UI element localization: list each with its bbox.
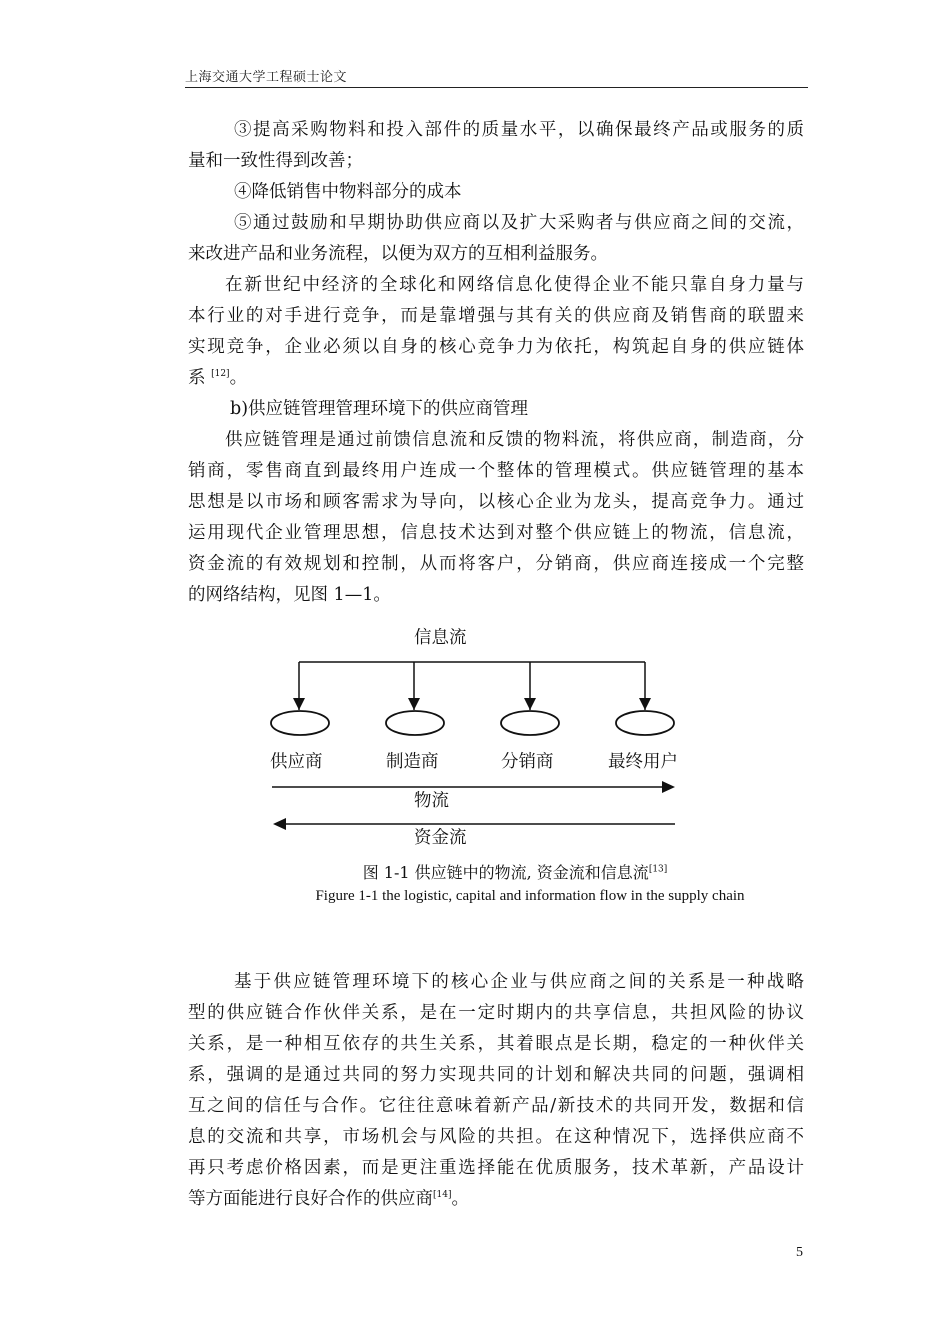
text-line: 供应链管理是通过前馈信息流和反馈的物料流，将供应商，制造商，分 <box>225 430 804 450</box>
text-line: 再只考虑价格因素，而是更注重选择能在优质服务，技术革新，产品设计 <box>188 1158 804 1178</box>
node-supplier-ellipse <box>271 711 329 735</box>
text-line: 基于供应链管理环境下的核心企业与供应商之间的关系是一种战略 <box>234 972 804 992</box>
text-fragment: 系 <box>188 368 206 388</box>
text-line: 关系，是一种相互依存的共生关系，其着眼点是长期，稳定的一种伙伴关 <box>188 1034 804 1054</box>
text-line <box>188 1184 804 1215</box>
text-line: 型的供应链合作伙伴关系，是在一定时期内的共享信息，共担风险的协议 <box>188 1003 804 1023</box>
text-line: 销商，零售商直到最终用户连成一个整体的管理模式。供应链管理的基本 <box>188 461 804 481</box>
info-flow-label: 信息流 <box>414 628 467 648</box>
figure-caption-english: Figure 1-1 the logistic, capital and information flow in the supply chain <box>315 888 745 904</box>
text-line: 量和一致性得到改善； <box>188 151 363 171</box>
node-label-manufacturer: 制造商 <box>386 752 439 772</box>
citation-ref: [13] <box>648 864 668 875</box>
text-fragment: 。 <box>229 368 248 388</box>
text-line: 运用现代企业管理思想，信息技术达到对整个供应链上的物流，信息流， <box>188 523 804 543</box>
text-line: ③提高采购物料和投入部件的质量水平，以确保最终产品或服务的质 <box>234 120 804 140</box>
node-manufacturer-ellipse <box>386 711 444 735</box>
node-label-distributor: 分销商 <box>501 752 554 772</box>
node-distributor-ellipse <box>501 711 559 735</box>
down-arrow-icon <box>293 698 305 710</box>
left-arrow-icon <box>273 818 286 830</box>
text-line: 思想是以市场和顾客需求为导向，以核心企业为龙头，提高竞争力。通过 <box>188 492 804 512</box>
heading-text: b)供应链管理管理环境下的供应商管理 <box>230 399 529 419</box>
citation-ref: [12] <box>211 369 230 380</box>
node-end-user-ellipse <box>616 711 674 735</box>
running-header: 上海交通大学工程硕士论文 <box>185 70 348 85</box>
text-line: ④降低销售中物料部分的成本 <box>234 182 462 202</box>
down-arrow-icon <box>524 698 536 710</box>
page-number: 5 <box>796 1245 803 1260</box>
text-line: 实现竞争，企业必须以自身的核心竞争力为依托，构筑起自身的供应链体 <box>188 337 804 357</box>
text-fragment: 。 <box>451 1189 469 1209</box>
node-label-supplier: 供应商 <box>270 752 323 772</box>
citation-ref: [14] <box>433 1190 452 1201</box>
text-line: 本行业的对手进行竞争，而是靠增强与其有关的供应商及销售商的联盟来 <box>188 306 804 326</box>
caption-text: 图 1-1 供应链中的物流, 资金流和信息流 <box>362 863 649 882</box>
text-line: 息的交流和共享，市场机会与风险的共担。在这种情况下，选择供应商不 <box>188 1127 804 1147</box>
paragraph-partnership <box>188 967 804 1215</box>
material-flow-label: 物流 <box>414 791 449 811</box>
right-arrow-icon <box>662 781 675 793</box>
capital-flow-label: 资金流 <box>414 828 467 848</box>
figure-caption-chinese <box>0 860 950 883</box>
text-fragment: 等方面能进行良好合作的供应商 <box>188 1189 433 1209</box>
text-line: 系，强调的是通过共同的努力实现共同的计划和解决共同的问题，强调相 <box>188 1065 804 1085</box>
text-line: 来改进产品和业务流程，以便为双方的互相利益服务。 <box>188 244 608 264</box>
text-line: 互之间的信任与合作。它往往意味着新产品/新技术的共同开发，数据和信 <box>188 1096 804 1116</box>
info-flow-bracket <box>293 662 651 710</box>
down-arrow-icon <box>639 698 651 710</box>
down-arrow-icon <box>408 698 420 710</box>
text-line: ⑤通过鼓励和早期协助供应商以及扩大采购者与供应商之间的交流， <box>234 213 804 233</box>
text-line: 在新世纪中经济的全球化和网络信息化使得企业不能只靠自身力量与 <box>225 275 804 295</box>
text-line: 的网络结构，见图 1—1。 <box>188 585 391 605</box>
node-label-end-user: 最终用户 <box>608 752 678 772</box>
text-line: 资金流的有效规划和控制，从而将客户，分销商，供应商连接成一个完整 <box>188 554 804 574</box>
